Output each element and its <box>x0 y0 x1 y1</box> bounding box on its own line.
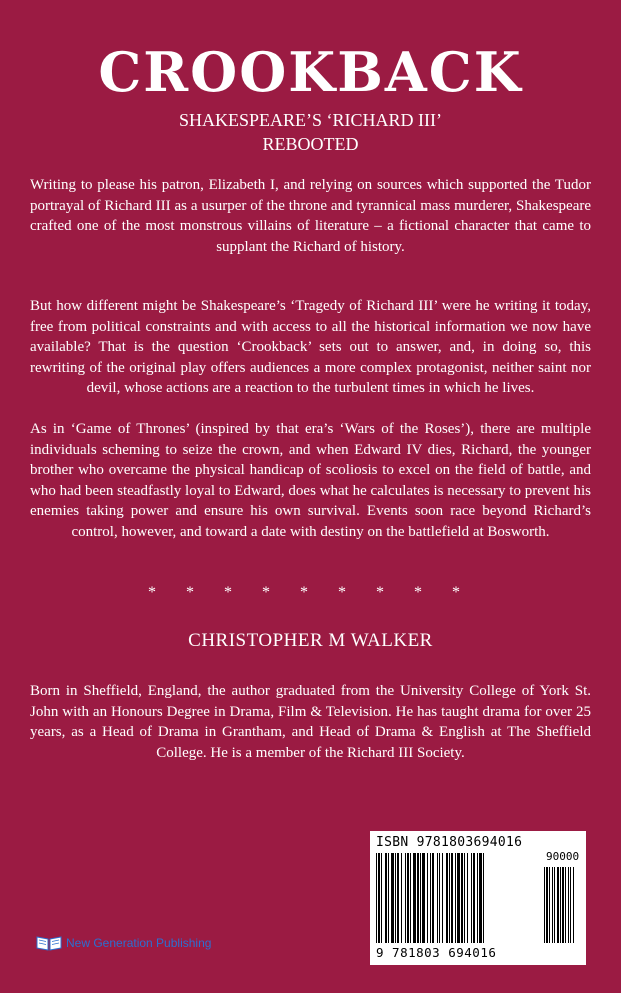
isbn-digits: 9 781803 694016 <box>376 945 497 960</box>
isbn-label: ISBN 9781803694016 <box>376 835 523 850</box>
barcode-bars <box>376 853 580 945</box>
publisher-name: New Generation Publishing <box>66 936 212 950</box>
author-name: CHRISTOPHER M WALKER <box>188 630 433 651</box>
price-code: 90000 <box>546 850 580 863</box>
book-subtitle-line2: REBOOTED <box>262 134 359 154</box>
blurb-paragraph-3: As in ‘Game of Thrones’ (inspired by that era’s ‘Wars of the Roses’), there are multiple individuals scheming to seize the crown, and when Edward IV dies, Richard, the younger brother who overcame the physical handicap of scoliosis to excel on the field of battle, and who had been steadfastly loyal to Edward, does what he calculates is necessary to prevent his enemies taking power and ensure his own survival. Events soon race beyond Richard’s control, however, and toward a date with destiny on the battlefield at Bosworth. <box>30 421 591 540</box>
publisher-logo <box>36 934 211 952</box>
section-separator: * * * * * * * * * <box>148 584 473 601</box>
isbn-barcode <box>370 831 586 965</box>
book-subtitle: SHAKESPEARE’S ‘RICHARD III’ <box>178 110 442 130</box>
book-title: CROOKBACK <box>98 40 523 104</box>
blurb-paragraph-1: Writing to please his patron, Elizabeth I, and relying on sources which supported the Tudor portrayal of Richard III as a usurper of the throne and tyrannical mass murderer, Shakespeare crafted one of the most monstrous villains of literature – a fictional character that came to supplant the Richard of history. <box>30 177 591 255</box>
author-bio: Born in Sheffield, England, the author graduated from the University College of York St. John with an Honours Degree in Drama, Film & Television. He has taught drama for over 25 years, as a Head of Drama in Grantham, and Head of Drama & English at The Sheffield College. He is a member of the Richard III Society. <box>30 683 591 761</box>
blurb-paragraph-2: But how different might be Shakespeare’s ‘Tragedy of Richard III’ were he writing it today, free from political constraints and with access to all the historical information we now have available? That is the question ‘Crookback’ sets out to answer, and, in doing so, this rewriting of the original play offers audiences a more complex protagonist, neither saint nor devil, whose actions are a reaction to the turbulent times in which he lives. <box>30 298 591 397</box>
open-book-icon <box>36 935 62 951</box>
